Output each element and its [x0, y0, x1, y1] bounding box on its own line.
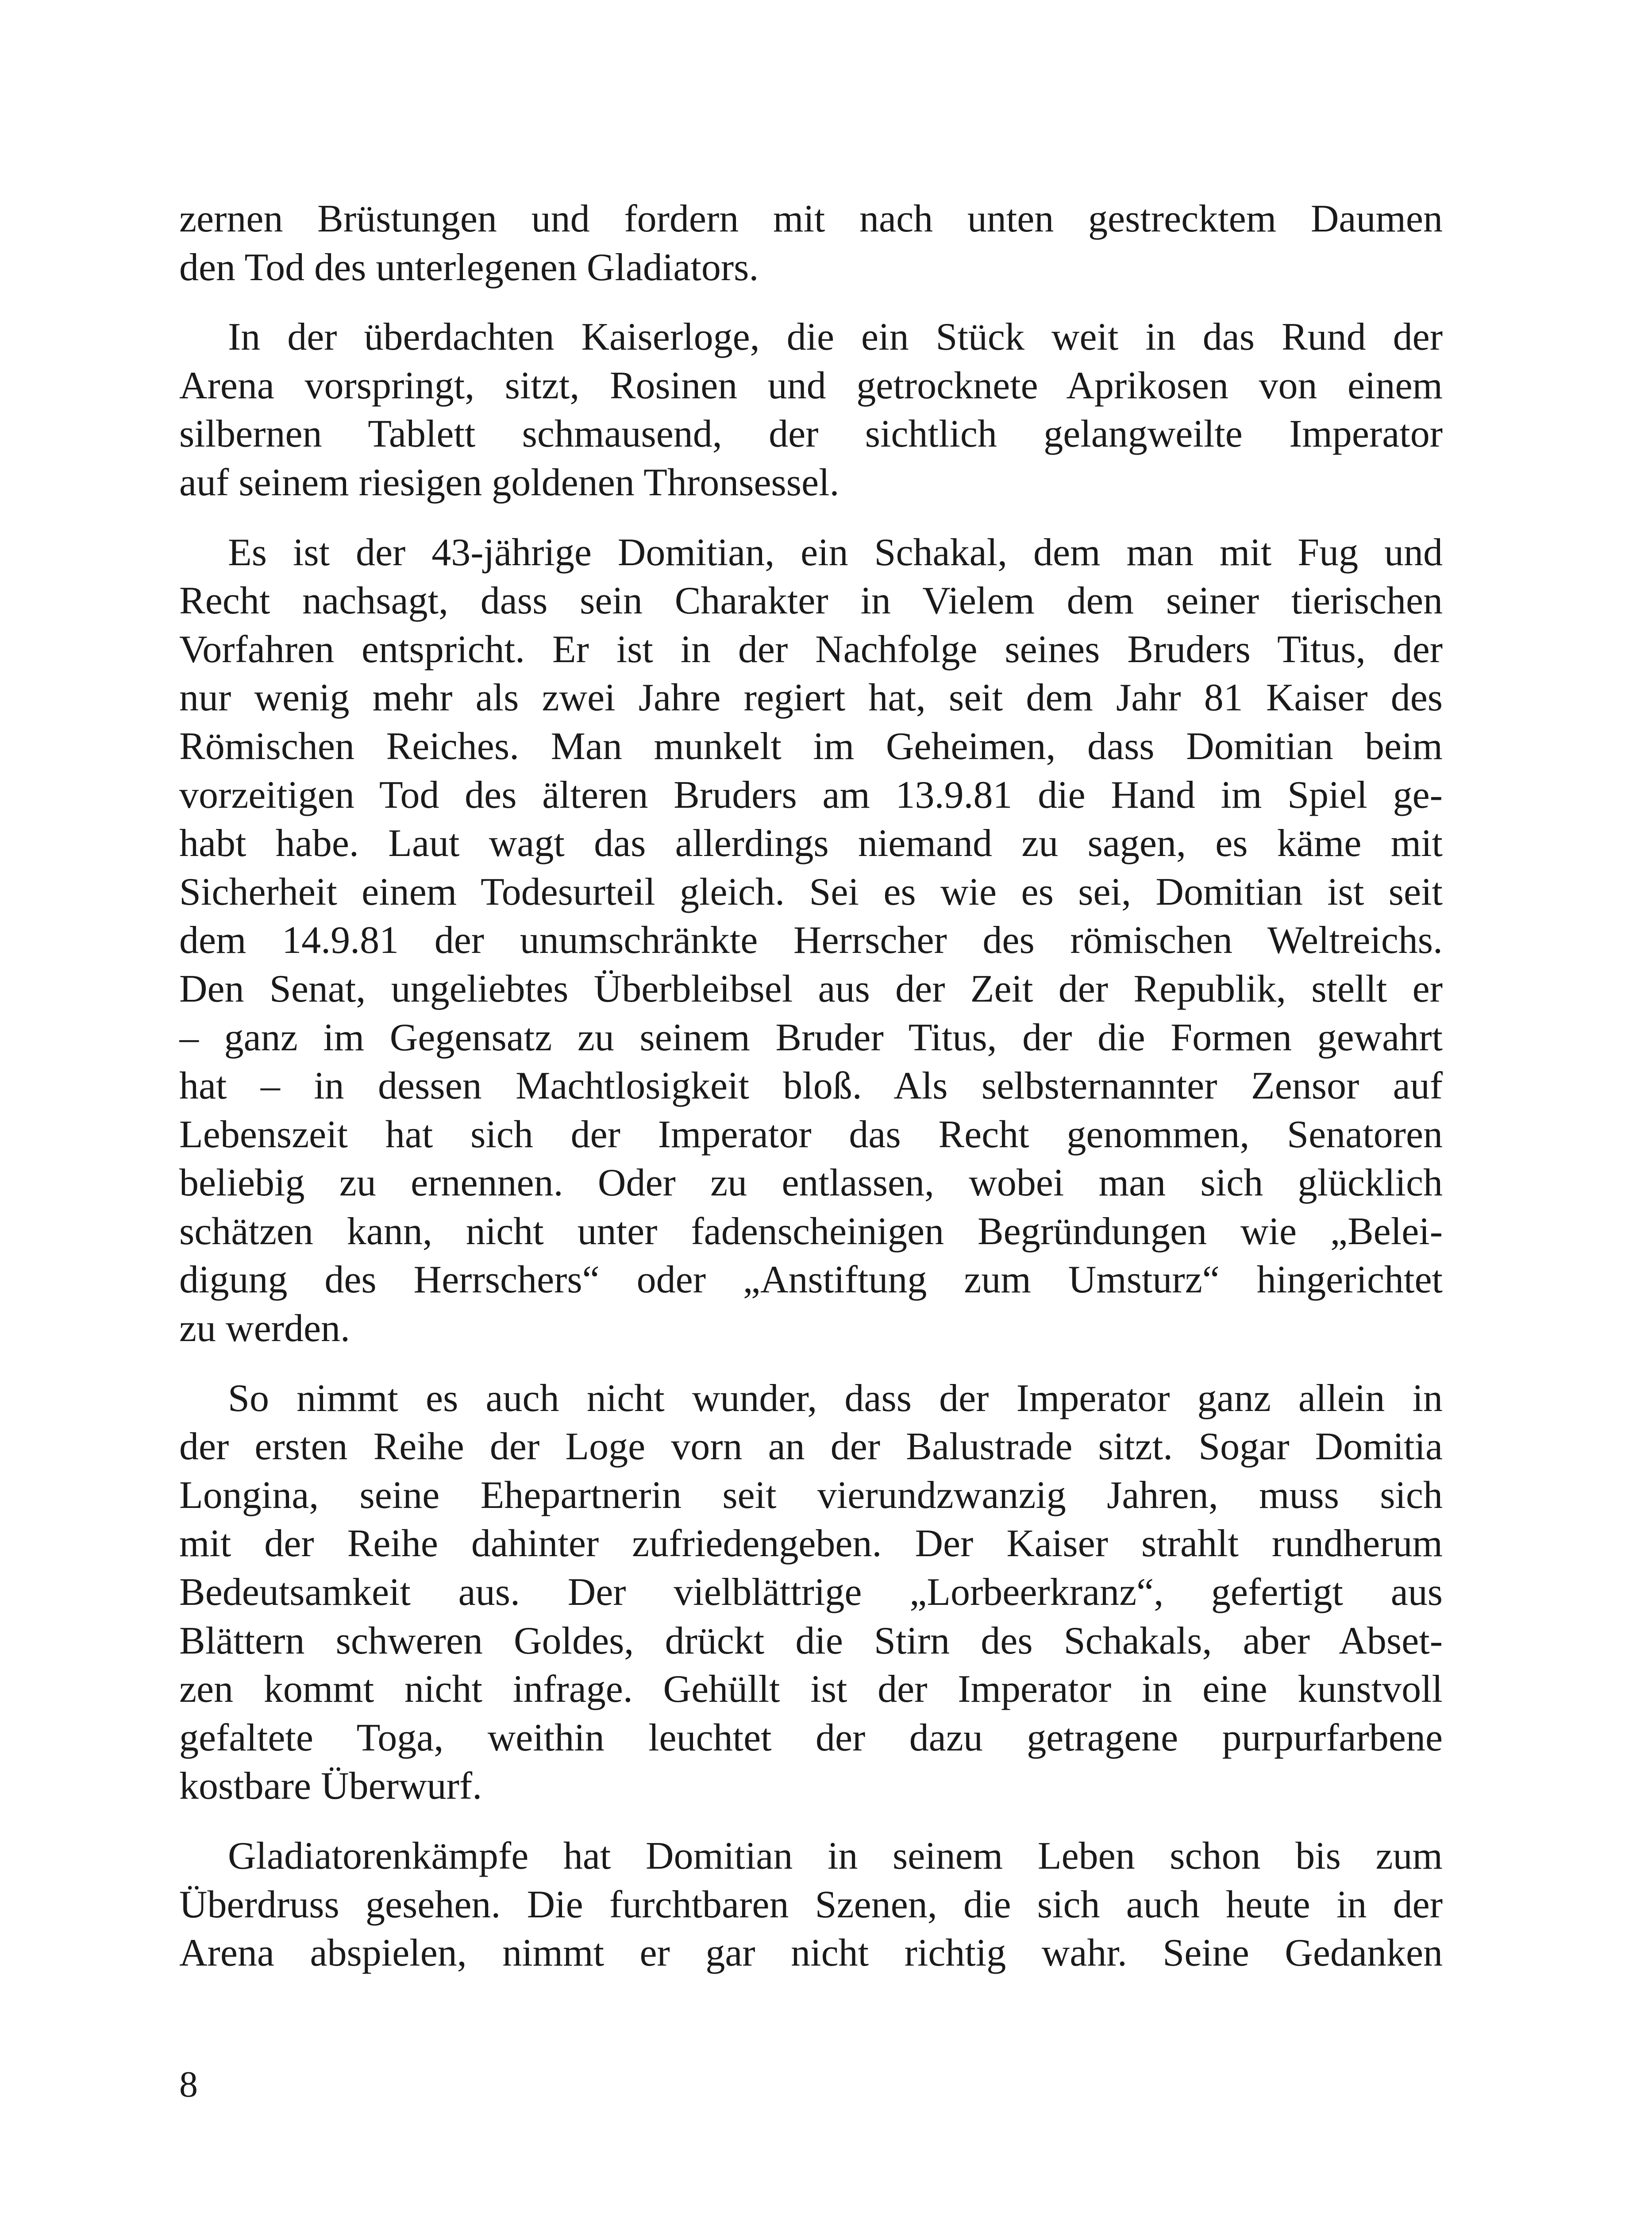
paragraph — [179, 1832, 1443, 1978]
page-number: 8 — [179, 2064, 198, 2105]
text-line: auf seinem riesigen goldenen Thronsessel. — [179, 461, 839, 504]
paragraph — [179, 313, 1443, 507]
text-line: Blättern schweren Goldes, drückt die Stirn des Schakals, aber Abset- — [179, 1619, 1443, 1662]
text-line: digung des Herrschers“ oder „Anstiftung zum Umsturz“ hingerichtet — [179, 1258, 1443, 1302]
text-line: zu werden. — [179, 1307, 350, 1350]
text-line: Gladiatorenkämpfe hat Domitian in seinem Leben schon bis zum — [228, 1835, 1443, 1878]
text-line: beliebig zu ernennen. Oder zu entlassen, wobei man sich glücklich — [179, 1161, 1443, 1205]
text-line: Überdruss gesehen. Die furchtbaren Szenen, die sich auch heute in der — [179, 1883, 1443, 1926]
text-line: mit der Reihe dahinter zufriedengeben. Der Kaiser strahlt rundherum — [179, 1522, 1443, 1565]
text-line: – ganz im Gegensatz zu seinem Bruder Titus, der die Formen gewahrt — [179, 1016, 1443, 1059]
paragraph — [179, 1374, 1443, 1811]
body-text — [179, 195, 1443, 1999]
text-line: Arena vorspringt, sitzt, Rosinen und getrocknete Aprikosen von einem — [179, 364, 1443, 407]
text-line: schätzen kann, nicht unter fadenscheinigen Begründungen wie „Belei- — [179, 1210, 1443, 1253]
text-line: silbernen Tablett schmausend, der sichtlich gelangweilte Imperator — [179, 413, 1443, 456]
text-line: hat – in dessen Machtlosigkeit bloß. Als selbsternannter Zensor auf — [179, 1064, 1443, 1108]
text-line: dem 14.9.81 der unumschränkte Herrscher des römischen Weltreichs. — [179, 919, 1443, 962]
text-line: Den Senat, ungeliebtes Überbleibsel aus der Zeit der Republik, stellt er — [179, 967, 1443, 1010]
text-line: Sicherheit einem Todesurteil gleich. Sei es wie es sei, Domitian ist seit — [179, 870, 1443, 914]
text-line: den Tod des unterlegenen Gladiators. — [179, 246, 759, 289]
text-line: In der überdachten Kaiserloge, die ein Stück weit in das Rund der — [228, 316, 1443, 359]
text-line: habt habe. Laut wagt das allerdings niemand zu sagen, es käme mit — [179, 822, 1443, 865]
paragraph — [179, 528, 1443, 1353]
text-line: der ersten Reihe der Loge vorn an der Balustrade sitzt. Sogar Domitia — [179, 1425, 1443, 1469]
text-line: zen kommt nicht infrage. Gehüllt ist der Imperator in eine kunstvoll — [179, 1668, 1443, 1711]
text-line: So nimmt es auch nicht wunder, dass der Imperator ganz allein in — [228, 1376, 1443, 1420]
paragraph — [179, 195, 1443, 292]
text-line: Bedeutsamkeit aus. Der vielblättrige „Lorbeerkranz“, gefertigt aus — [179, 1571, 1443, 1614]
text-line: Römischen Reiches. Man munkelt im Geheimen, dass Domitian beim — [179, 725, 1443, 768]
text-line: gefaltete Toga, weithin leuchtet der dazu getragene purpurfarbene — [179, 1716, 1443, 1759]
text-line: Es ist der 43-jährige Domitian, ein Schakal, dem man mit Fug und — [228, 531, 1443, 574]
text-line: vorzeitigen Tod des älteren Bruders am 13.9.81 die Hand im Spiel ge- — [179, 773, 1443, 817]
text-line: zernen Brüstungen und fordern mit nach unten gestrecktem Daumen — [179, 197, 1443, 240]
text-line: Lebenszeit hat sich der Imperator das Recht genommen, Senatoren — [179, 1113, 1443, 1156]
text-line: Arena abspielen, nimmt er gar nicht richtig wahr. Seine Gedanken — [179, 1932, 1443, 1975]
text-line: Longina, seine Ehepartnerin seit vierundzwanzig Jahren, muss sich — [179, 1473, 1443, 1517]
text-line: nur wenig mehr als zwei Jahre regiert hat, seit dem Jahr 81 Kaiser des — [179, 676, 1443, 720]
text-line: kostbare Überwurf. — [179, 1765, 482, 1808]
text-line: Recht nachsagt, dass sein Charakter in Vielem dem seiner tierischen — [179, 579, 1443, 623]
text-line: Vorfahren entspricht. Er ist in der Nachfolge seines Bruders Titus, der — [179, 628, 1443, 671]
